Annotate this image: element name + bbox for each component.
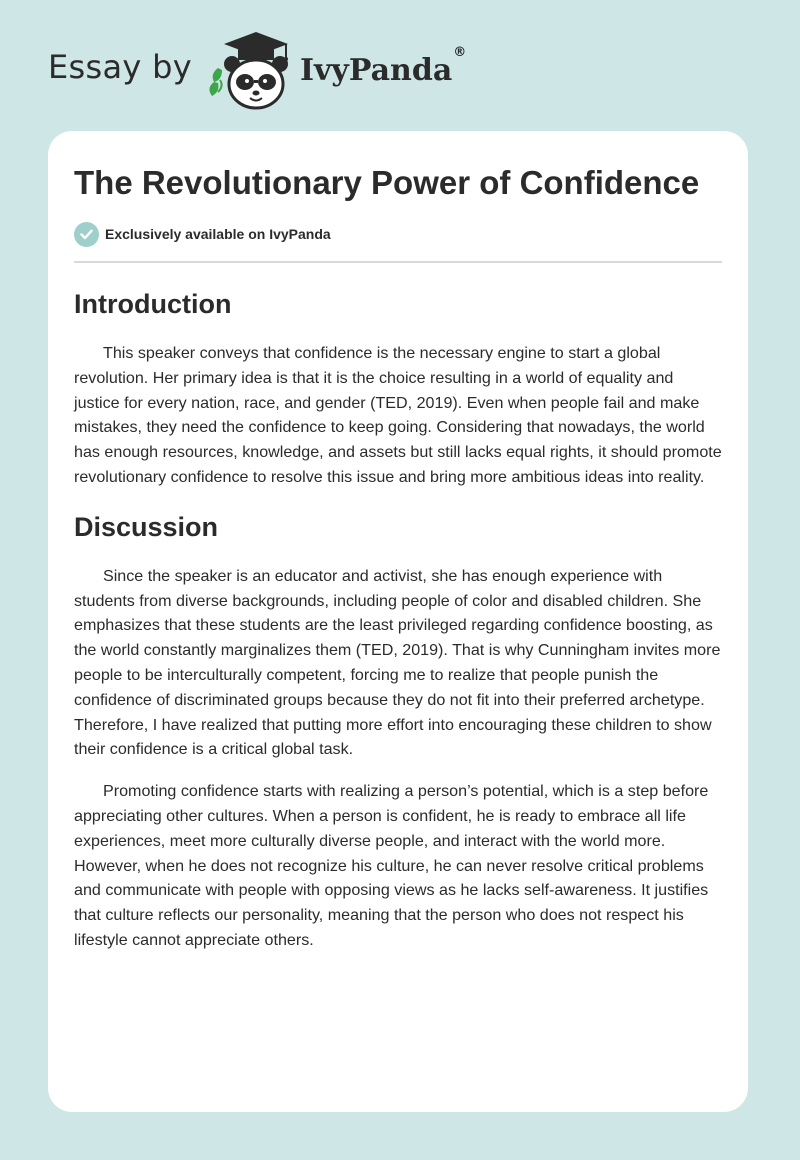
check-icon [74, 222, 99, 247]
registered-mark: ® [453, 44, 467, 60]
brand-header [48, 30, 466, 114]
ivy-leaf-icon [209, 68, 222, 96]
essay-card [48, 131, 748, 1112]
paragraph: Promoting confidence starts with realizing a person’s potential, which is a step before appreciating other cultures. When a person is confident, he is ready to embrace all life experiences, meet more culturally diverse people, and interact with the world more. However, when he does not recognize his culture, he can never resolve critical problems and communicate with people with opposing views as he lacks self-awareness. It justifies that culture reflects our personality, meaning that the person who does not respect his lifestyle cannot appreciate others. [74, 782, 709, 949]
essay-title: The Revolutionary Power of Confidence [74, 164, 700, 201]
badge-text: Exclusively available on IvyPanda [105, 226, 331, 242]
paragraph: Since the speaker is an educator and activist, she has enough experience with students from diverse backgrounds, including people of color and disabled children. She emphasizes that these students are the least privileged regarding confidence boosting, as the world constantly marginalizes them (TED, 2019). That is why Cunningham invites more people to be interculturally competent, forcing me to realize that people punish the confidence of discriminated groups because they do not fit into their preferred archetype. Therefore, I have realized that putting more effort into encouraging these children to show their confidence is a critical global task. [74, 566, 721, 759]
availability-badge [74, 221, 722, 247]
divider [74, 261, 722, 263]
section-heading-discussion: Discussion [74, 511, 219, 542]
panda-graduation-cap-logo [204, 30, 300, 114]
section-heading-introduction: Introduction [74, 289, 232, 319]
brand-prefix: Essay by [48, 48, 192, 86]
brand-name: IvyPanda® [299, 44, 467, 88]
paragraph: This speaker conveys that confidence is the necessary engine to start a global revolution. Her primary idea is that it is the choice resulting in a world of equality and justice for every nation, race, and gender (TED, 2019). Even when people fail and make mistakes, they need the confidence to keep going. Considering that nowadays, the world has enough resources, knowledge, and assets but still lacks equal rights, it should promote revolutionary confidence to resolve this issue and bring more ambitious ideas into reality. [74, 344, 722, 486]
